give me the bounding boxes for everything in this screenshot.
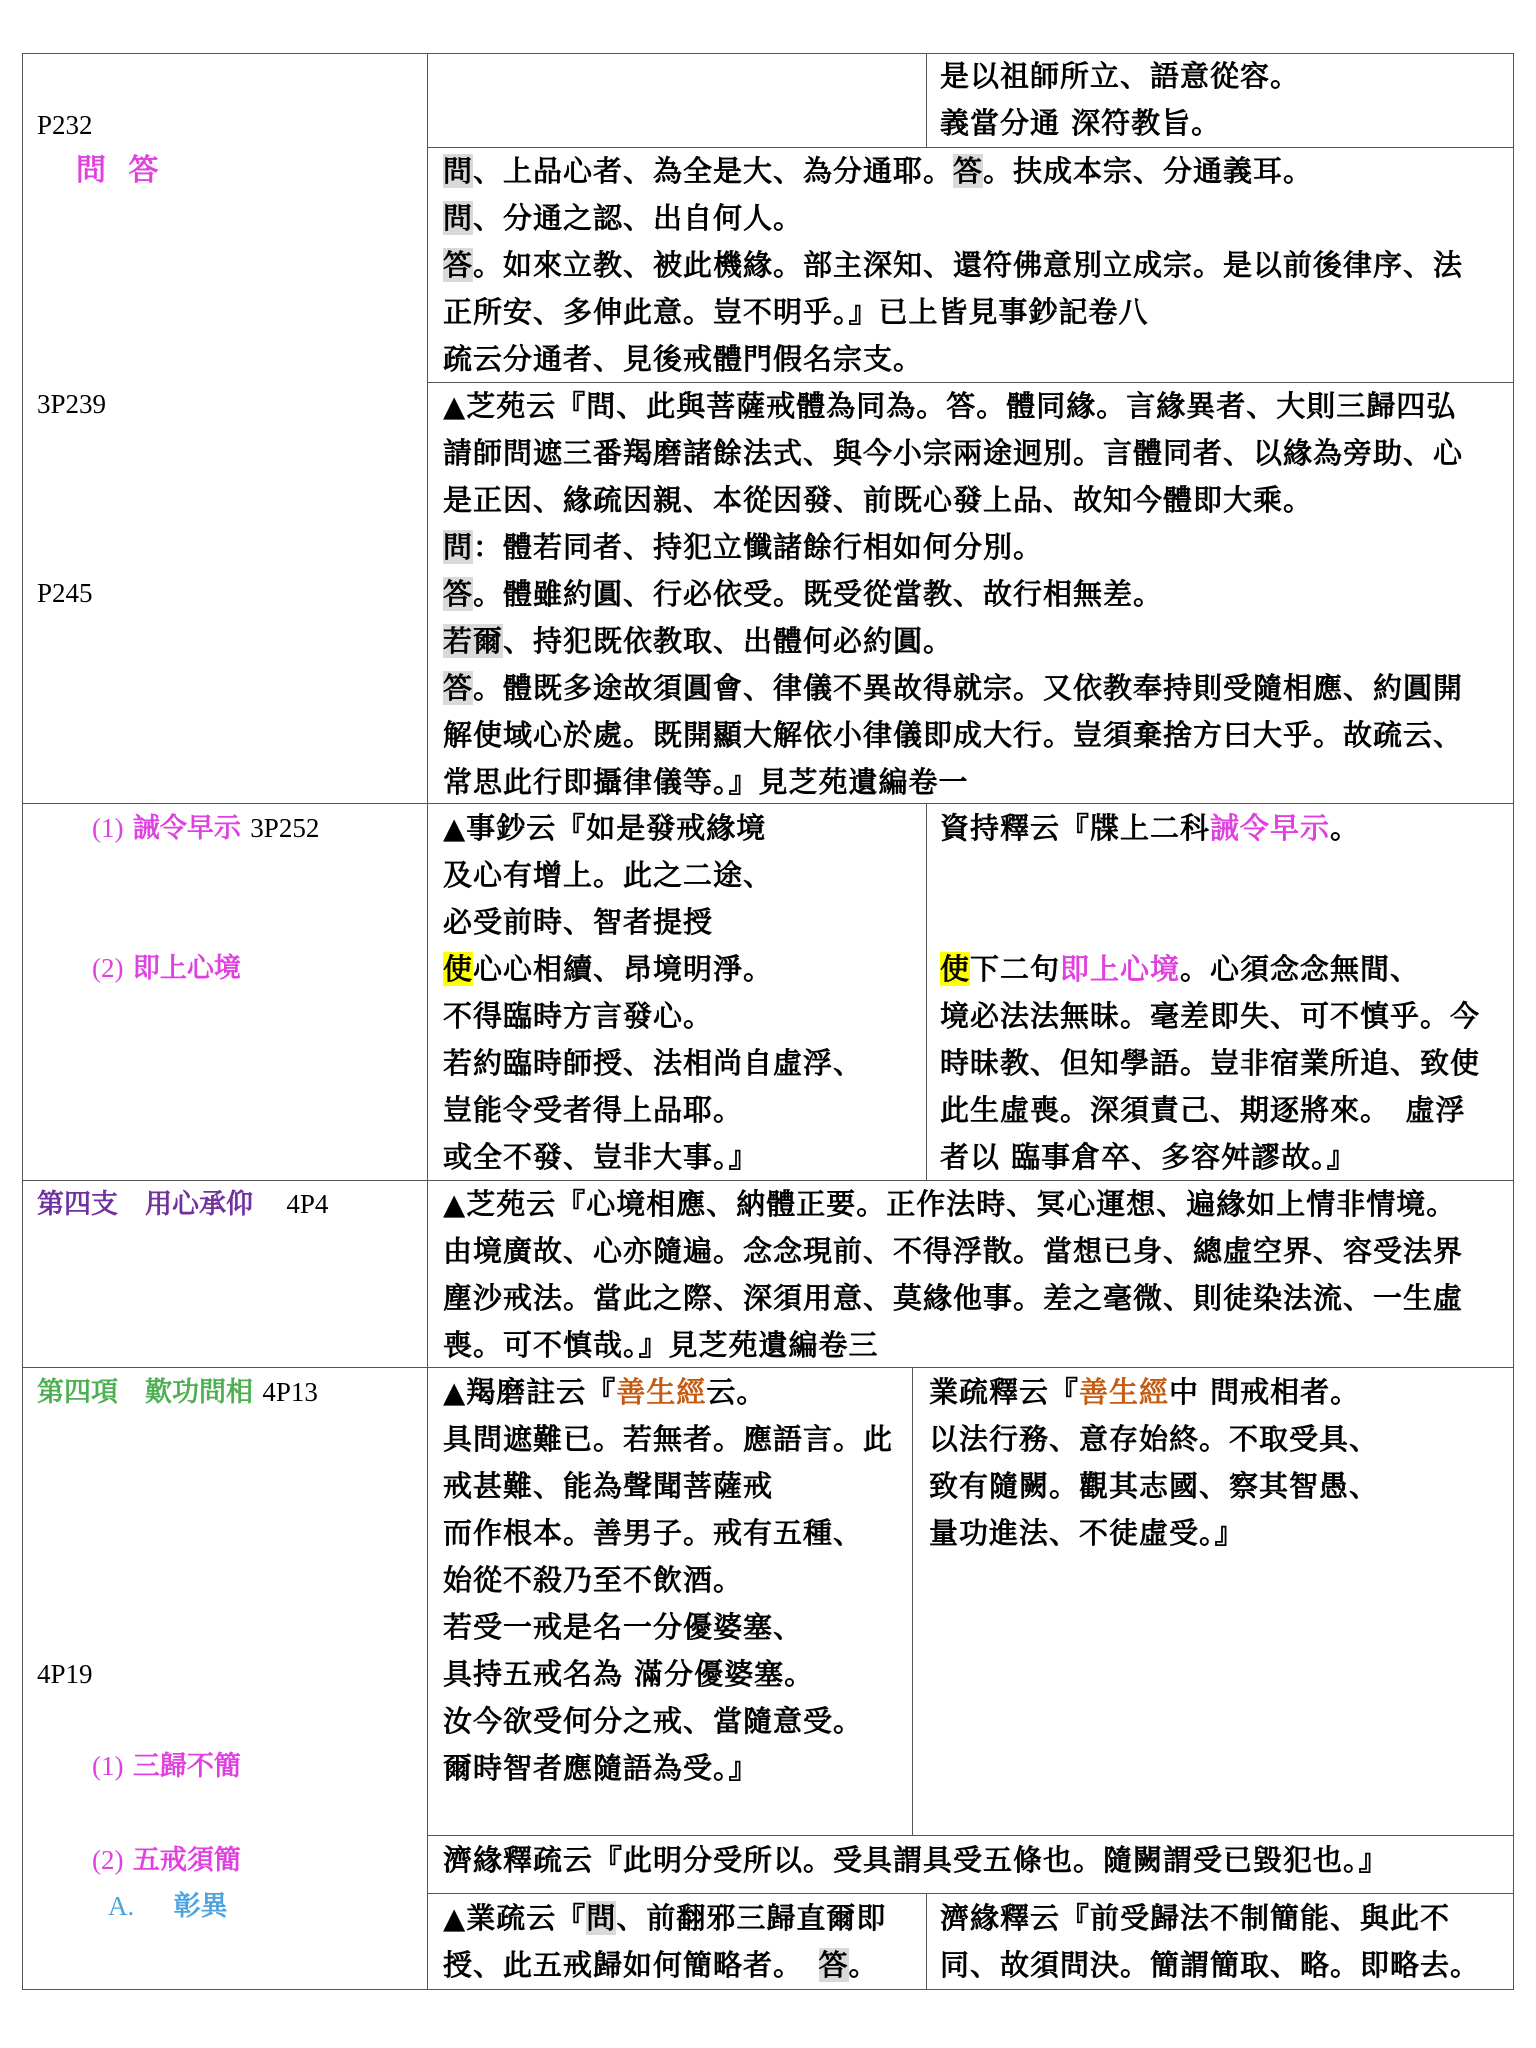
page-ref-4p19: 4P19 <box>37 1659 93 1689</box>
text-d1-mid <box>443 1369 893 1792</box>
qa-marker: 問 <box>586 1901 617 1935</box>
heading-d-title: 第四項 歎功問相 <box>37 1377 253 1408</box>
heading-d2 <box>92 1843 241 1878</box>
colored-term: 誡令早示 <box>1210 811 1331 845</box>
text-line <box>443 1651 893 1698</box>
text-segment: 正所安、多伸此意。豈不明乎。』已上皆見事鈔記卷八 <box>443 295 1149 329</box>
text-d2 <box>443 1837 1389 1884</box>
text-line <box>940 1895 1480 1942</box>
text-b-right <box>940 946 1480 1181</box>
text-line <box>443 571 1463 618</box>
text-segment: 。體既多途故須圓會、律儀不異故得就宗。又依教奉持則受隨相應、約圓開 <box>473 671 1464 705</box>
heading-b1-title: 誡令早示 <box>132 813 241 844</box>
text-segment: 。體雖約圓、行必依受。既受從當教、故行相無差。 <box>473 577 1164 611</box>
text-line <box>443 618 1463 665</box>
text-segment: 豈能令受者得上品耶。 <box>443 1093 744 1127</box>
text-line <box>940 946 1480 993</box>
text-line <box>443 1895 886 1942</box>
text-segment: 、上品心者、為全是大、為分通耶。 <box>473 154 954 188</box>
text-segment: 常思此行即攝律儀等。』見芝苑遺編卷一 <box>443 765 969 799</box>
text-a1-right <box>940 53 1300 147</box>
heading-d1-title: 三歸不簡 <box>132 1751 241 1782</box>
text-c <box>443 1181 1463 1369</box>
text-segment: 時昧教、但知學語。豈非宿業所追、致使 <box>940 1046 1481 1080</box>
heading-b1-number: (1) <box>92 813 124 843</box>
text-line <box>443 524 1463 571</box>
text-segment: 。 <box>848 1948 879 1982</box>
qa-marker: 問 <box>443 201 474 235</box>
text-line <box>443 1322 1463 1369</box>
page-ref-3p239: 3P239 <box>37 389 107 419</box>
text-segment: 是正因、緣疏因親、本從因發、前既心發上品、故知今體即大乘。 <box>443 483 1314 517</box>
colored-term: 善生經 <box>1079 1375 1170 1409</box>
text-line <box>443 1942 886 1989</box>
page-ref-4p4: 4P4 <box>286 1189 329 1219</box>
qa-marker: 答 <box>443 671 474 705</box>
text-line <box>929 1416 1379 1463</box>
text-line <box>443 1275 1463 1322</box>
heading-c <box>37 1187 328 1222</box>
text-segment: 、前翻邪三歸直爾即 <box>616 1901 887 1935</box>
text-line <box>443 759 1463 806</box>
text-segment: 。扶成本宗、分通義耳。 <box>983 154 1314 188</box>
heading-d <box>37 1375 318 1410</box>
text-segment: 以法行務、意存始終。不取受具、 <box>929 1422 1380 1456</box>
text-segment: 量功進法、不徒虛受。』 <box>929 1516 1245 1550</box>
qa-marker: 答 <box>953 154 984 188</box>
qa-marker: 問 <box>443 154 474 188</box>
page-ref-4p13: 4P13 <box>262 1377 318 1407</box>
heading-d3-number: A. <box>108 1891 135 1921</box>
text-b-mid <box>443 805 863 1181</box>
text-line <box>929 1369 1379 1416</box>
text-segment: 不得臨時方言發心。 <box>443 999 714 1033</box>
text-line <box>443 946 863 993</box>
text-segment: 境必法法無昧。毫差即失、可不慎乎。今 <box>940 999 1481 1033</box>
text-line <box>443 195 1463 242</box>
text-segment: 者以 臨事倉卒、多容舛謬故。』 <box>940 1140 1357 1174</box>
text-segment: 授、此五戒歸如何簡略者。 <box>443 1948 819 1982</box>
text-segment: 濟緣釋云『前受歸法不制簡能、與此不 <box>940 1901 1451 1935</box>
text-line <box>940 1134 1480 1181</box>
text-line <box>940 100 1300 147</box>
heading-d2-title: 五戒須簡 <box>132 1845 241 1876</box>
colored-term: 即上心境 <box>1060 952 1181 986</box>
text-line <box>443 383 1463 430</box>
page-ref-p232: P232 <box>37 110 93 140</box>
heading-c-title: 第四支 用心承仰 <box>37 1189 253 1220</box>
text-segment: 。如來立教、被此機緣。部主深知、還符佛意別立成宗。是以前後律序、法 <box>473 248 1464 282</box>
text-segment: 戒甚難、能為聲聞菩薩戒 <box>443 1469 774 1503</box>
text-segment: 義當分通 深符教旨。 <box>940 106 1222 140</box>
text-line <box>443 1228 1463 1275</box>
text-line <box>443 899 863 946</box>
text-segment: 爾時智者應隨語為受。』 <box>443 1751 759 1785</box>
text-segment: 而作根本。善男子。戒有五種、 <box>443 1516 864 1550</box>
text-segment: 喪。可不慎哉。』見芝苑遺編卷三 <box>443 1328 879 1362</box>
text-b-right-top <box>940 805 1360 852</box>
text-d3-right <box>940 1895 1480 1989</box>
heading-d3-title: 彰異 <box>173 1891 228 1922</box>
text-segment: 業疏釋云『 <box>929 1375 1080 1409</box>
text-d3-mid <box>443 1895 886 1989</box>
text-line <box>443 1837 1389 1884</box>
text-segment: ▲業疏云『 <box>443 1901 587 1935</box>
text-d1-right <box>929 1369 1379 1557</box>
text-line <box>443 852 863 899</box>
qa-marker: 答 <box>443 577 474 611</box>
text-line <box>443 1416 893 1463</box>
text-segment: 云。 <box>706 1375 767 1409</box>
text-segment: 汝今欲受何分之戒、當隨意受。 <box>443 1704 864 1738</box>
qa-marker: 答 <box>818 1948 849 1982</box>
text-segment: 同、故須問決。簡謂簡取、略。即略去。 <box>940 1948 1481 1982</box>
text-line <box>443 1557 893 1604</box>
highlighted-text: 使 <box>443 952 474 986</box>
text-line <box>443 993 863 1040</box>
text-segment: 始從不殺乃至不飲酒。 <box>443 1563 744 1597</box>
colored-term: 善生經 <box>616 1375 707 1409</box>
heading-d1 <box>92 1749 241 1784</box>
text-segment: 請師問遮三番羯磨諸餘法式、與今小宗兩途迥別。言體同者、以緣為旁助、心 <box>443 436 1464 470</box>
text-line <box>443 1369 893 1416</box>
text-line <box>940 1087 1480 1134</box>
text-line <box>940 1040 1480 1087</box>
text-segment: 具持五戒名為 滿分優婆塞。 <box>443 1657 815 1691</box>
text-segment: 由境廣故、心亦隨遍。念念現前、不得浮散。當想已身、總虛空界、容受法界 <box>443 1234 1464 1268</box>
text-segment: 、持犯既依教取、出體何必約圓。 <box>503 624 954 658</box>
text-line <box>443 1604 893 1651</box>
text-line <box>929 1510 1379 1557</box>
text-line <box>443 1134 863 1181</box>
left-cell-section-b <box>22 803 428 1181</box>
text-segment: ▲羯磨註云『 <box>443 1375 617 1409</box>
text-line <box>443 1087 863 1134</box>
text-line <box>443 430 1463 477</box>
qa-marker: 問 <box>443 530 474 564</box>
text-segment: 此生虛喪。深須責己、期逐將來。 虛浮 <box>940 1093 1466 1127</box>
text-segment: 資持釋云『牒上二科 <box>940 811 1211 845</box>
text-line <box>443 1698 893 1745</box>
text-line <box>443 477 1463 524</box>
heading-b1 <box>92 811 319 846</box>
heading-b2-title: 即上心境 <box>132 953 241 984</box>
text-line <box>940 993 1480 1040</box>
text-a2 <box>443 148 1463 383</box>
qa-marker: 答 <box>443 248 474 282</box>
text-segment: ：體若同者、持犯立懺諸餘行相如何分別。 <box>473 530 1044 564</box>
text-segment: 致有隨闕。觀其志國、察其智愚、 <box>929 1469 1380 1503</box>
text-line <box>443 336 1463 383</box>
text-line <box>443 1510 893 1557</box>
heading-d1-number: (1) <box>92 1751 124 1781</box>
heading-d3 <box>108 1889 228 1924</box>
text-line <box>443 665 1463 712</box>
heading-b2-number: (2) <box>92 953 124 983</box>
text-segment: 。心須念念無間、 <box>1180 952 1421 986</box>
text-segment: 、分通之認、出自何人。 <box>473 201 804 235</box>
highlighted-text: 使 <box>940 952 971 986</box>
text-segment: 若受一戒是名一分優婆塞、 <box>443 1610 804 1644</box>
text-segment: 中 問戒相者。 <box>1169 1375 1361 1409</box>
text-segment: 疏云分通者、見後戒體門假名宗支。 <box>443 342 924 376</box>
page-ref-3p252: 3P252 <box>250 813 320 843</box>
text-segment: ▲事鈔云『如是發戒緣境 <box>443 811 767 845</box>
page-ref-p245: P245 <box>37 578 93 608</box>
text-segment: 若約臨時師授、法相尚自虛浮、 <box>443 1046 864 1080</box>
text-line <box>443 1040 863 1087</box>
text-line <box>443 242 1463 289</box>
text-segment: 是以祖師所立、語意從容。 <box>940 59 1301 93</box>
text-segment: ▲芝苑云『問、此與菩薩戒體為同為。答。體同緣。言緣異者、大則三歸四弘 <box>443 389 1457 423</box>
text-line <box>940 53 1300 100</box>
text-line <box>929 1463 1379 1510</box>
qa-marker: 若爾 <box>443 624 504 658</box>
text-line <box>443 805 863 852</box>
text-segment: ▲芝苑云『心境相應、納體正要。正作法時、冥心運想、遍緣如上情非情境。 <box>443 1187 1457 1221</box>
text-segment: 具問遮難已。若無者。應語言。此 <box>443 1422 894 1456</box>
text-segment: 心心相續、昂境明淨。 <box>473 952 774 986</box>
text-line <box>443 289 1463 336</box>
text-segment: 解使域心於處。既開顯大解依小律儀即成大行。豈須棄捨方曰大乎。故疏云、 <box>443 718 1464 752</box>
text-segment: 塵沙戒法。當此之際、深須用意、莫緣他事。差之毫微、則徒染法流、一生虛 <box>443 1281 1464 1315</box>
text-line <box>443 1463 893 1510</box>
text-line <box>443 148 1463 195</box>
text-line <box>443 712 1463 759</box>
text-line <box>443 1181 1463 1228</box>
heading-b2 <box>92 951 241 986</box>
text-segment: 必受前時、智者提授 <box>443 905 714 939</box>
text-line <box>940 1942 1480 1989</box>
text-a3 <box>443 383 1463 806</box>
text-segment: 或全不發、豈非大事。』 <box>443 1140 759 1174</box>
text-segment: 下二句 <box>970 952 1061 986</box>
heading-wenda: 問 答 <box>76 153 165 188</box>
text-segment: 及心有增上。此之二途、 <box>443 858 774 892</box>
cell-a1-mid <box>427 53 927 148</box>
text-segment: 。 <box>1330 811 1361 845</box>
text-line <box>443 1745 893 1792</box>
heading-d2-number: (2) <box>92 1845 124 1875</box>
text-line <box>940 805 1360 852</box>
text-segment: 濟緣釋疏云『此明分受所以。受具謂具受五條也。隨闕謂受已毀犯也。』 <box>443 1843 1389 1877</box>
